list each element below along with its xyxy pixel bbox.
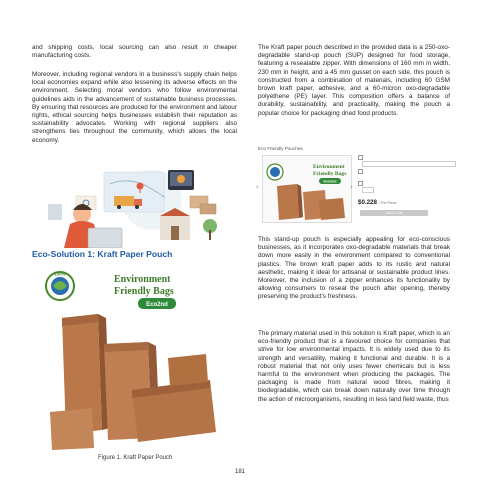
web-brand-logo: Eco2nd	[323, 179, 337, 184]
option-row[interactable]	[358, 169, 456, 174]
kraft-pouch-photo	[40, 262, 228, 452]
carousel-prev-icon[interactable]: ‹	[256, 182, 259, 191]
web-options-panel	[358, 155, 458, 223]
page-number: 181	[234, 469, 245, 475]
option-select[interactable]	[362, 161, 456, 167]
web-title: Eco Friendly Pouches	[258, 146, 303, 151]
web-logo-line-2: Friendly Bags	[313, 171, 347, 177]
eco-badge-icon	[46, 272, 74, 301]
right-paragraph-1: The Kraft paper pouch described in the provided data is a 250-oxo-degradable stand-up pouch (SUP) designed for food storage, featuring a resealable zipper. With dimensions of 160 mm in width, 230 mm in height, and a 45 mm gusset on each side, this pouch is constructed from a combination of materials, including 60 GSM brown kraft paper, adhesive, and a 60-micron oxo-degradable polyethene (PE) layer. This composition offers a balance of durability, sustainability, and practicality, making the pouch a popular choice for packaging dried food products.	[258, 44, 450, 117]
carousel-next-icon[interactable]: ›	[350, 182, 353, 191]
section-heading: Eco-Solution 1: Kraft Paper Pouch	[32, 249, 173, 259]
figure-caption: Figure 1. Kraft Paper Pouch	[98, 455, 173, 461]
product-price: $0.228 / Per Piece	[358, 199, 397, 206]
badge-percent: 100%	[54, 271, 66, 277]
option-checkbox-icon[interactable]	[358, 169, 363, 174]
web-logo-line-1: Environment	[313, 164, 345, 170]
quantity-field[interactable]	[362, 187, 374, 193]
right-paragraph-3: The primary material used in this solution is Kraft paper, which is an eco-friendly product that is a favoured choice for companies that strive for low environmental impacts. It is widely used due to its strength and versatility, making it functional and durable. It is a robust material that not only uses fewer chemicals but is less harmful to the environment when producing the packages. The packaging is made from natural wood fibres, making it biodegradable, which can break down naturally over time through the action of microorganisms, resulting in less land field waste, thus	[258, 330, 450, 403]
web-product-image	[262, 155, 352, 223]
add-to-cart-button[interactable]: Add to Cart	[360, 210, 428, 216]
option-row[interactable]	[358, 155, 456, 160]
brand-logo: Eco2nd	[146, 302, 168, 308]
left-paragraph-1: and shipping costs, local sourcing can also result in cheaper manufacturing costs.	[32, 44, 237, 60]
web-product-screenshot	[258, 146, 458, 224]
option-checkbox-icon[interactable]	[358, 155, 363, 160]
web-product-graphic	[263, 156, 351, 222]
logo-line-1: Environment	[114, 274, 171, 285]
right-paragraph-2: This stand-up pouch is especially appealing for eco-conscious businesses, as it incorporates oxo-degradable materials that break down more easily in the environment compared to conventional plastics. The brown kraft paper adds to its rustic and natural aesthetic, making it ideal for artisanal or sustainable product lines. Moreover, the inclusion of a zipper enhances its functionality by allowing consumers to reseal the pouch after opening, thereby preserving the product's freshness.	[258, 236, 450, 301]
logo-line-2: Friendly Bags	[114, 286, 174, 297]
left-paragraph-2: Moreover, including regional vendors in a business's supply chain helps local economies expand while also lessening its adverse effects on the environment. Selecting moral vendors who follow environmental guidelines aids in the advancement of sustainable business processes. By ensuring that resources are produced for the environment and labour rights, ethical sourcing helps businesses establish their reputation as sustainability advocates. Working with regional suppliers also strengthens ties throughout the community, which allows the local economy.	[32, 71, 237, 144]
option-row[interactable]	[358, 181, 456, 186]
option-checkbox-icon[interactable]	[358, 181, 363, 186]
supply-chain-illustration	[40, 166, 232, 248]
